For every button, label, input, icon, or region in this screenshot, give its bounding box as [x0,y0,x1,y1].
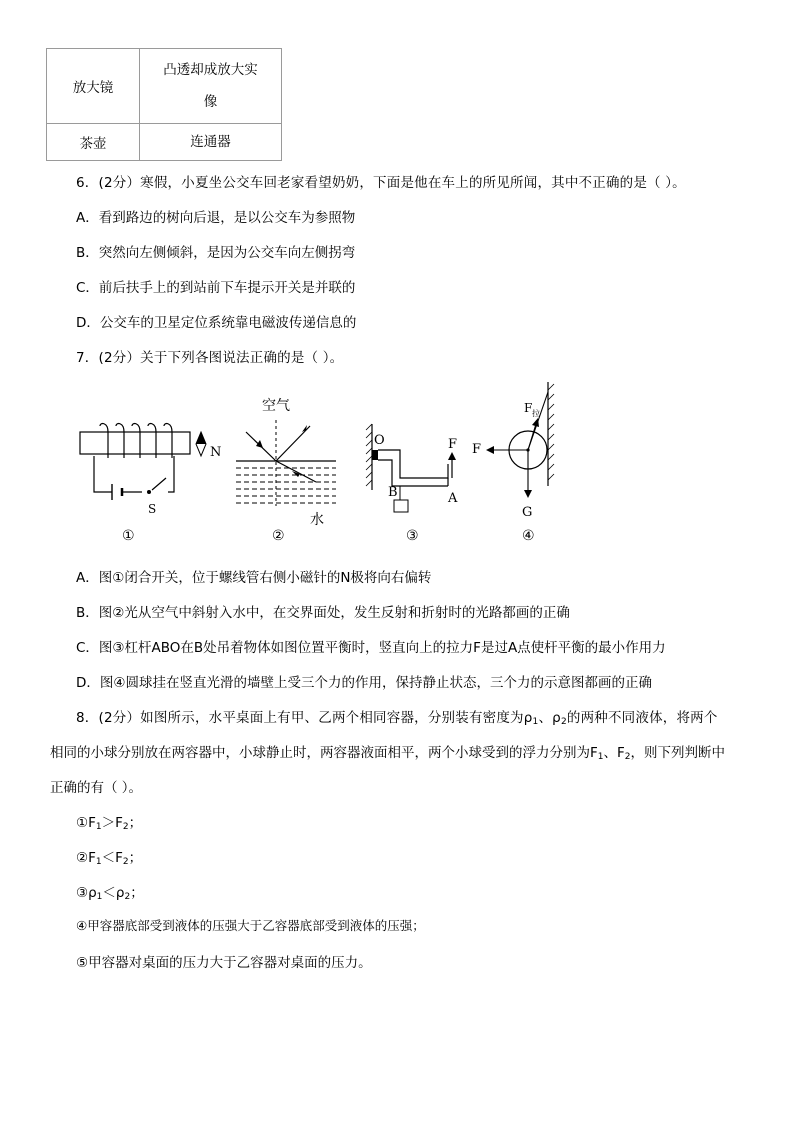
q7-option-c: C．图③杠杆ABO在B处吊着物体如图位置平衡时，竖直向上的拉力F是过A点使杆平衡的最小作用力 [76,640,666,656]
fig2-caption: ② [272,528,285,544]
f1-subscript: 1 [597,752,604,762]
q8-text: ＜F [101,850,123,866]
q7-option-d: D．图④圆球挂在竖直光滑的墙壁上受三个力的作用，保持静止状态，三个力的示意图都画的正确 [76,675,652,691]
q8-text: ②F [76,850,96,866]
q8-stem-line2 [50,741,725,762]
q8-statement-2 [76,846,142,867]
q8-text: ； [128,850,143,866]
q8-statement-5: ⑤甲容器对桌面的压力大于乙容器对桌面的压力。 [76,955,372,971]
q7-stem: 7．(2分）关于下列各图说法正确的是（ ）。 [76,350,344,366]
q6-option-c: C．前后扶手上的到站前下车提示开关是并联的 [76,280,356,296]
principle-line1: 凸透却成放大实 [163,62,258,78]
subscript: 2 [122,822,129,832]
fig3-o-label: O [374,433,385,448]
q8-text: 、ρ [538,710,561,726]
table-cell-item: 茶壶 [47,124,140,161]
fig4-g-label: G [522,505,533,520]
fig2-air-label: 空气 [262,398,290,414]
q8-text: ③ρ [76,885,97,901]
table-cell-item: 放大镜 [47,49,140,124]
q6-option-b: B．突然向左侧倾斜，是因为公交车向左侧拐弯 [76,245,356,261]
fig4-tension-sub: 拉 [532,409,540,418]
q8-text: 相同的小球分别放在两容器中，小球静止时，两容器液面相平，两个小球受到的浮力分别为F [50,745,598,761]
subscript: 1 [95,857,102,867]
q8-text: 8．(2分）如图所示，水平桌面上有甲、乙两个相同容器，分别装有密度为ρ [76,710,533,726]
q8-statement-1 [76,811,142,832]
q8-text: ，则下列判断中 [630,745,725,761]
table-cell-principle: 连通器 [140,124,282,161]
rho1-subscript: 1 [532,717,539,727]
q8-text: ＜ρ [102,885,125,901]
fig4-caption: ④ [522,528,535,544]
fig4-f-label: F [472,442,482,457]
subscript: 1 [96,892,103,902]
q7-figure [70,378,590,550]
subscript: 2 [122,857,129,867]
table-row [47,49,282,124]
q8-text: ； [130,885,144,901]
fig3-f-label: F [448,437,458,452]
q6-option-a: A．看到路边的树向后退，是以公交车为参照物 [76,210,356,226]
q8-text: 的两种不同液体，将两个 [566,710,718,726]
rho2-subscript: 2 [560,717,567,727]
comparison-table [46,48,282,161]
fig2-water-label: 水 [310,512,324,528]
subscript: 2 [124,892,131,902]
f2-subscript: 2 [624,752,631,762]
subscript: 1 [95,822,102,832]
fig4-tension-label: F [524,401,533,415]
q7-option-b: B．图②光从空气中斜射入水中，在交界面处，发生反射和折射时的光路都画的正确 [76,605,570,621]
q8-stem-line3: 正确的有（ ）。 [50,780,143,796]
principle-line2: 像 [203,94,218,110]
table-cell-principle [140,49,282,124]
q8-statement-3 [76,881,144,902]
fig3-lever [366,424,458,544]
q8-text: ； [128,815,143,831]
q8-statement-4: ④甲容器底部受到液体的压强大于乙容器底部受到液体的压强； [76,918,425,933]
table-row [47,124,282,161]
q8-stem-line1 [76,706,718,727]
q7-option-a: A．图①闭合开关，位于螺线管右侧小磁针的N极将向右偏转 [76,570,432,586]
fig4-ball-on-wall [472,382,554,544]
fig3-caption: ③ [406,528,419,544]
q6-option-d: D．公交车的卫星定位系统靠电磁波传递信息的 [76,315,357,331]
fig3-a-label: A [448,491,458,506]
fig1-n-label: N [210,445,222,460]
q6-stem: 6．(2分）寒假，小夏坐公交车回老家看望奶奶，下面是他在车上的所见所闻，其中不正确的是（ ）。 [76,175,686,191]
q8-text: ＞F [101,815,123,831]
fig1-s-label: S [148,502,157,516]
fig1-caption: ① [122,528,135,544]
fig1-solenoid-circuit [80,424,221,544]
q8-text: ①F [76,815,96,831]
fig3-b-label: B [388,485,398,500]
q8-text: 、F [603,745,625,761]
fig2-light-refraction [236,397,336,544]
